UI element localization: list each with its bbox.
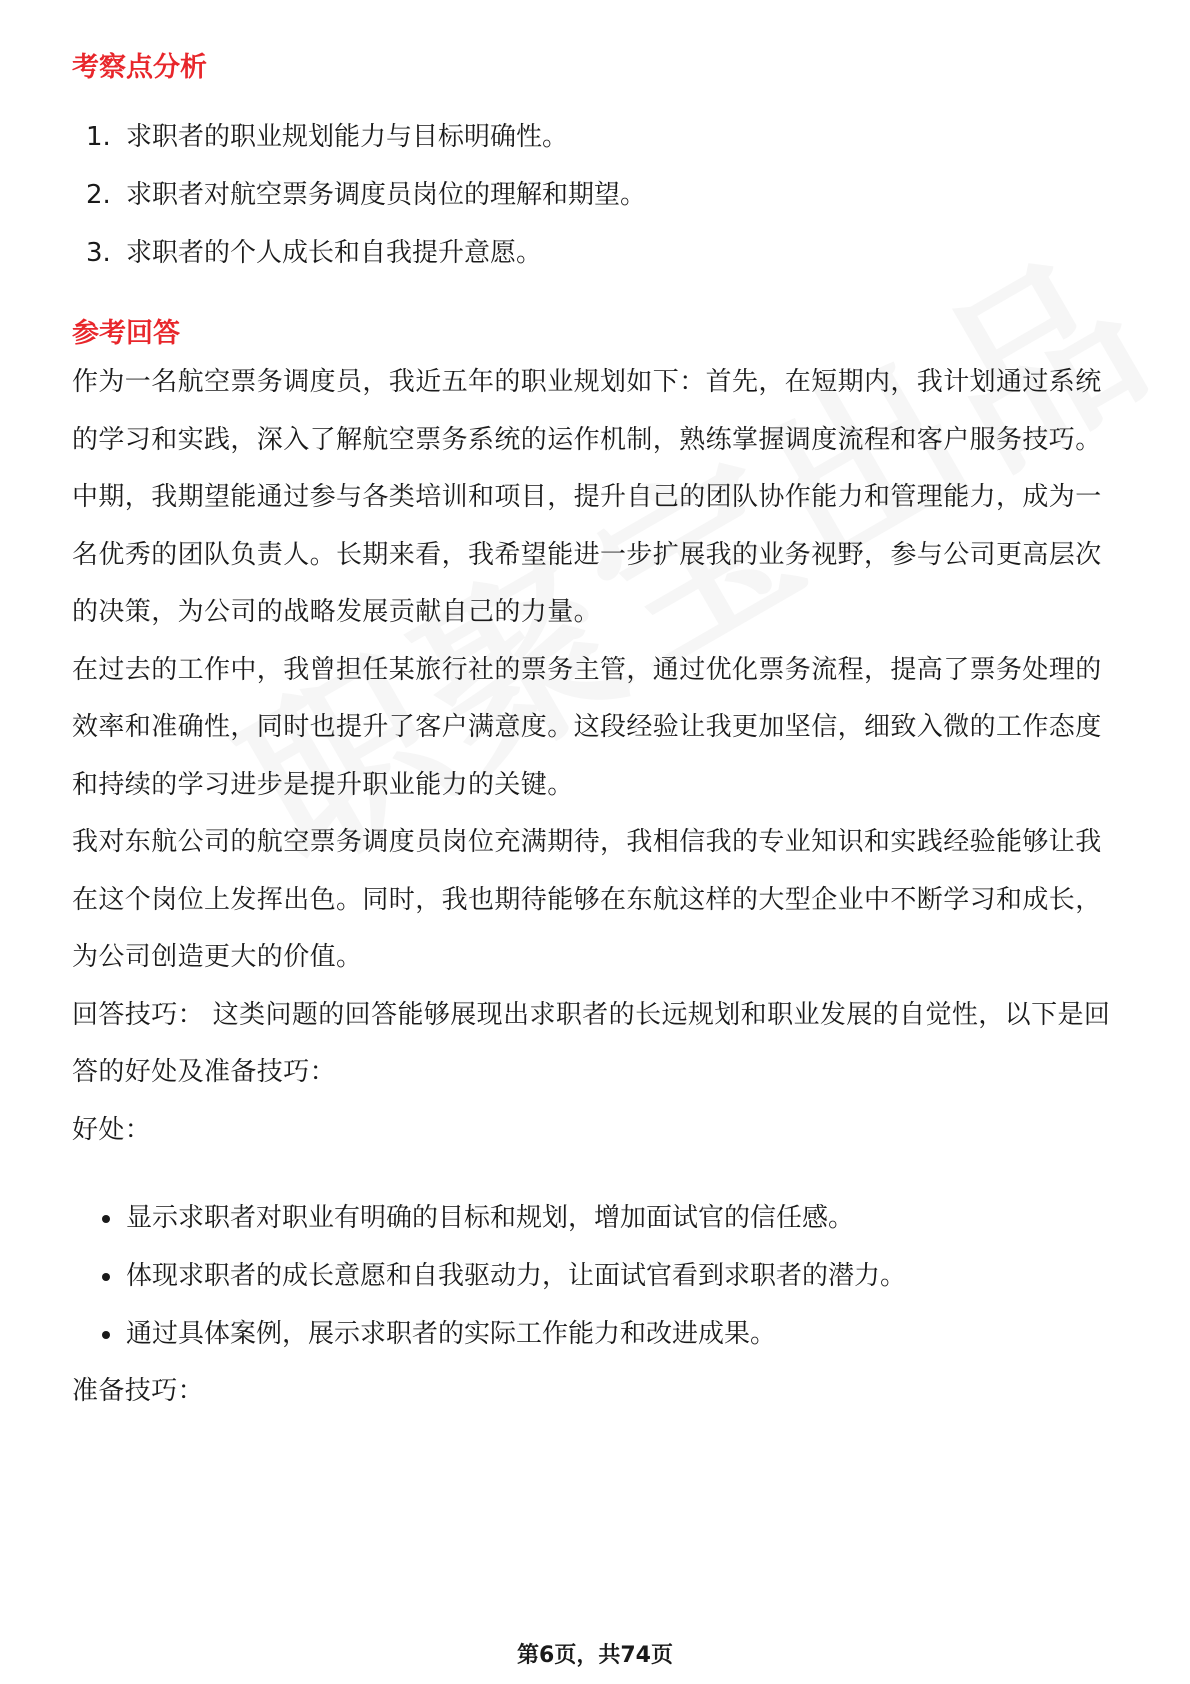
list-item-text: 求职者的职业规划能力与目标明确性。 — [126, 122, 569, 152]
analysis-heading: 考察点分析 — [72, 52, 207, 83]
benefits-list — [72, 1189, 1122, 1363]
prep-label: 准备技巧： — [72, 1376, 205, 1406]
answer-paragraph-1: 作为一名航空票务调度员，我近五年的职业规划如下：首先，在短期内，我计划通过系统的学习和实践，深入了解航空票务系统的运作机制，熟练掌握调度流程和客户服务技巧。中期，我期望能通过参与各类培训和项目，提升自己的团队协作能力和管理能力，成为一名优秀的团队负责人。长期来看，我希望能进一步扩展我的业务视野，参与公司更高层次的决策，为公司的战略发展贡献自己的力量。 — [72, 367, 1102, 627]
analysis-list — [72, 108, 1122, 282]
list-item — [72, 1189, 1122, 1247]
list-number: 2. — [86, 180, 111, 210]
list-item — [72, 1305, 1122, 1363]
list-number: 1. — [86, 122, 111, 152]
list-item-text: 求职者对航空票务调度员岗位的理解和期望。 — [126, 180, 647, 210]
bullet-dot-icon — [102, 1331, 110, 1339]
answer-paragraph-2: 在过去的工作中，我曾担任某旅行社的票务主管，通过优化票务流程，提高了票务处理的效率和准确性，同时也提升了客户满意度。这段经验让我更加坚信，细致入微的工作态度和持续的学习进步是提升职业能力的关键。 — [72, 654, 1102, 800]
bullet-dot-icon — [102, 1273, 110, 1281]
page-footer: 第6页，共74页 — [517, 1643, 673, 1668]
list-item — [72, 108, 1122, 166]
answer-heading: 参考回答 — [72, 318, 180, 349]
tips-paragraph: 回答技巧： 这类问题的回答能够展现出求职者的长远规划和职业发展的自觉性，以下是回答的好处及准备技巧： — [72, 999, 1111, 1087]
list-item — [72, 1247, 1122, 1305]
list-item-text: 显示求职者对职业有明确的目标和规划，增加面试官的信任感。 — [126, 1203, 855, 1233]
answer-paragraph-3: 我对东航公司的航空票务调度员岗位充满期待，我相信我的专业知识和实践经验能够让我在这个岗位上发挥出色。同时，我也期待能够在东航这样的大型企业中不断学习和成长，为公司创造更大的价值。 — [72, 827, 1102, 972]
list-number: 3. — [86, 238, 111, 268]
list-item-text: 体现求职者的成长意愿和自我驱动力，让面试官看到求职者的潜力。 — [126, 1261, 907, 1291]
list-item — [72, 166, 1122, 224]
bullet-dot-icon — [102, 1215, 110, 1223]
benefits-label: 好处： — [72, 1114, 152, 1145]
list-item-text: 求职者的个人成长和自我提升意愿。 — [126, 238, 543, 268]
document-page — [72, 48, 1122, 1421]
list-item — [72, 224, 1122, 282]
list-item-text: 通过具体案例，展示求职者的实际工作能力和改进成果。 — [126, 1319, 777, 1349]
